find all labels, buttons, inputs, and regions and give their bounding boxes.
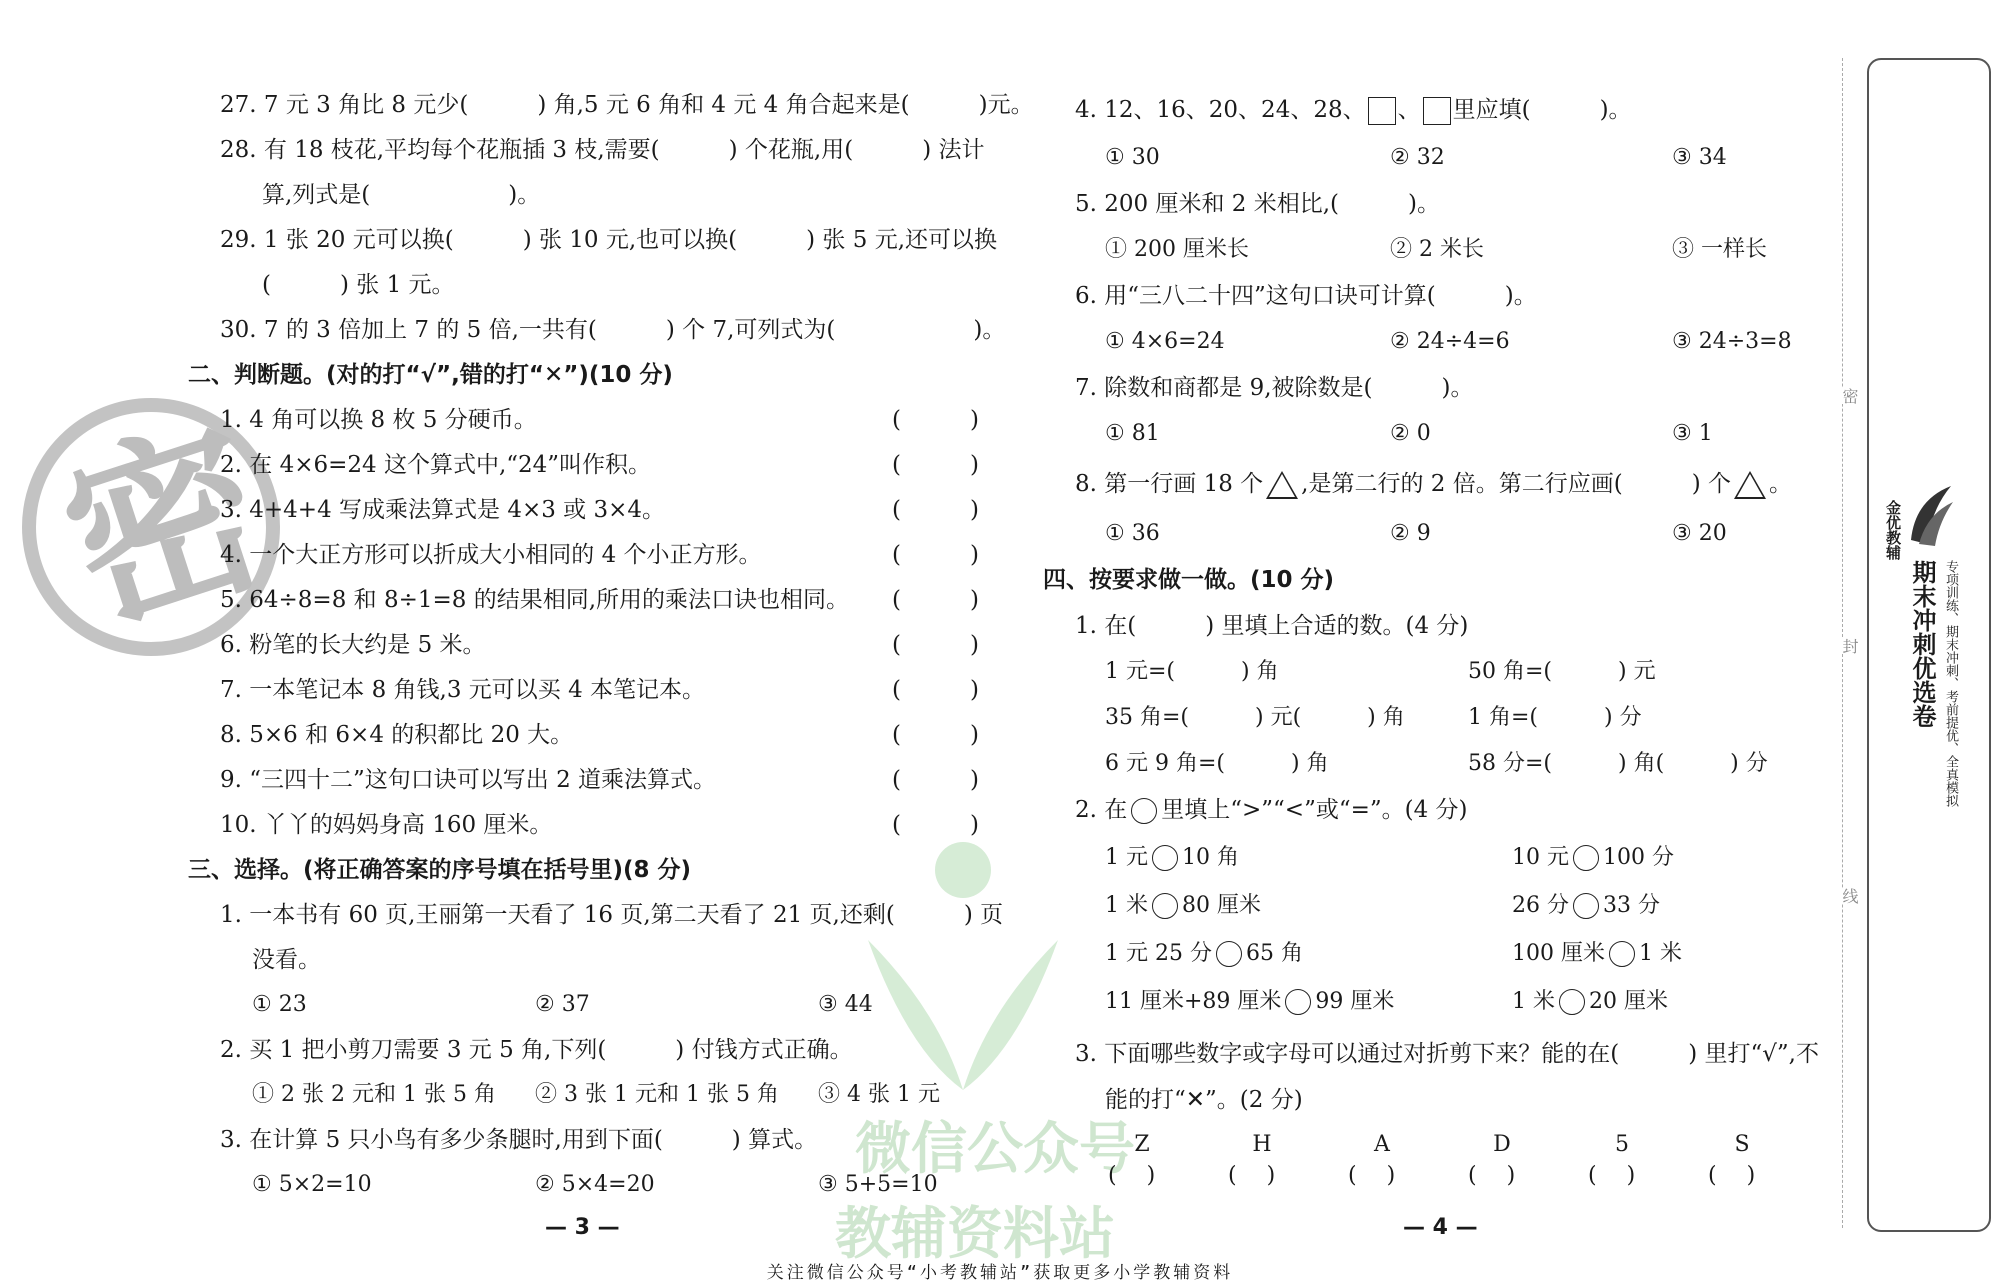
question-27: 27. 7 元 3 角比 8 元少( ) 角,5 元 6 角和 4 元 4 角合起来是( )元。 — [220, 92, 1034, 118]
judge-item: 2. 在 4×6=24 这个算式中,“24”叫作积。 — [220, 452, 652, 478]
choice-option: ③ 44 — [818, 992, 873, 1017]
fold-letter: D — [1493, 1132, 1511, 1157]
compare-item: 1 元 25 分 65 角 — [1105, 941, 1303, 966]
judge-item: 9. “三四十二”这句口诀可以写出 2 道乘法算式。 — [220, 767, 717, 793]
triangle-icon — [1266, 471, 1298, 499]
choice-8-text-a: 8. 第一行画 18 个 — [1075, 471, 1264, 497]
page-number-right: — 4 — — [1403, 1215, 1478, 1240]
compare-item: 100 厘米 1 米 — [1512, 941, 1682, 966]
question-29-line1: 29. 1 张 20 元可以换( ) 张 10 元,也可以换( ) 张 5 元,还可以换 — [220, 227, 998, 253]
seal-char: 密 — [1840, 388, 1859, 404]
judge-answer-paren: ( ) — [892, 767, 979, 793]
choice-8-text-c: 。 — [1768, 471, 1792, 497]
choice-5: 5. 200 厘米和 2 米相比,( )。 — [1075, 191, 1440, 217]
choice-option: ① 2 张 2 元和 1 张 5 角 — [252, 1082, 496, 1107]
watermark-line1: 微信公众号 — [855, 1117, 1135, 1182]
judge-item: 8. 5×6 和 6×4 的积都比 20 大。 — [220, 722, 574, 748]
page-number-left: — 3 — — [545, 1215, 620, 1240]
choice-3: 3. 在计算 5 只小鸟有多少条腿时,用到下面( ) 算式。 — [220, 1127, 818, 1153]
judge-item: 3. 4+4+4 写成乘法算式是 4×3 或 3×4。 — [220, 497, 666, 523]
choice-option: ① 5×2=10 — [252, 1172, 372, 1197]
secret-stamp-char: 密 — [40, 393, 290, 662]
blank-box — [1423, 97, 1451, 125]
circle-blank-icon — [1559, 989, 1585, 1015]
answer-paren: () — [1468, 1163, 1546, 1188]
question-28-line1: 28. 有 18 枝花,平均每个花瓶插 3 枝,需要( ) 个花瓶,用( ) 法计 — [220, 137, 985, 163]
compare-item: 26 分 33 分 — [1512, 893, 1660, 918]
answer-paren: () — [1108, 1163, 1186, 1188]
circle-blank-icon — [1131, 798, 1157, 824]
choice-8-text-b: ,是第二行的 2 倍。第二行应画( ) 个 — [1301, 471, 1731, 497]
judge-item: 4. 一个大正方形可以折成大小相同的 4 个小正方形。 — [220, 542, 762, 568]
blank-box — [1368, 97, 1396, 125]
fill-item: 1 角=( ) 分 — [1468, 705, 1642, 730]
compare-item: 1 元 10 角 — [1105, 845, 1239, 870]
choice-option: ③ 4 张 1 元 — [818, 1082, 940, 1107]
choice-8 — [1075, 469, 1792, 499]
judge-item: 1. 4 角可以换 8 枚 5 分硬币。 — [220, 407, 537, 433]
choice-option: ③ 5+5=10 — [818, 1172, 938, 1197]
side-panel — [1867, 58, 1991, 1232]
judge-answer-paren: ( ) — [892, 587, 979, 613]
compare-item: 1 米 80 厘米 — [1105, 893, 1261, 918]
choice-option: ③ 一样长 — [1672, 237, 1767, 262]
choice-option: ② 2 米长 — [1390, 237, 1484, 262]
choice-option: ① 30 — [1105, 145, 1160, 170]
circle-blank-icon — [1285, 989, 1311, 1015]
judge-answer-paren: ( ) — [892, 542, 979, 568]
product-title: 期末冲刺优选卷 — [1908, 560, 1936, 728]
judge-item: 5. 64÷8=8 和 8÷1=8 的结果相同,所用的乘法口诀也相同。 — [220, 587, 850, 613]
brand-logo-icon — [1905, 480, 1957, 550]
judge-answer-paren: ( ) — [892, 722, 979, 748]
triangle-icon — [1734, 471, 1766, 499]
fold-letter: Z — [1134, 1132, 1150, 1157]
answer-paren: () — [1708, 1163, 1786, 1188]
section-3-title: 三、选择。(将正确答案的序号填在括号里)(8 分) — [188, 857, 692, 883]
choice-option: ② 3 张 1 元和 1 张 5 角 — [535, 1082, 779, 1107]
page-footer: 关注微信公众号“小考教辅站”获取更多小学教辅资料 — [766, 1263, 1234, 1283]
choice-4-suffix: 里应填( )。 — [1452, 97, 1632, 123]
fill-item: 6 元 9 角=( ) 角 — [1105, 751, 1329, 776]
judge-answer-paren: ( ) — [892, 497, 979, 523]
fill-item: 50 角=( ) 元 — [1468, 659, 1656, 684]
choice-6: 6. 用“三八二十四”这句口诀可计算( )。 — [1075, 283, 1537, 309]
answer-paren: () — [1588, 1163, 1666, 1188]
circle-blank-icon — [1152, 845, 1178, 871]
choice-1-line1: 1. 一本书有 60 页,王丽第一天看了 16 页,第二天看了 21 页,还剩( ) 页 — [220, 902, 1004, 928]
fill-2-prefix: 2. 在 — [1075, 797, 1128, 823]
choice-option: ① 23 — [252, 992, 307, 1017]
product-subtitle: 专项训练、期末冲刺、考前提优、全真模拟 — [1943, 560, 1958, 807]
compare-item: 10 元 100 分 — [1512, 845, 1674, 870]
fill-2-suffix: 里填上“>”“<”或“=”。(4 分) — [1161, 797, 1468, 823]
fill-item: 35 角=( ) 元( ) 角 — [1105, 705, 1405, 730]
choice-option: ③ 20 — [1672, 521, 1727, 546]
circle-blank-icon — [1573, 893, 1599, 919]
choice-4-prefix: 4. 12、16、20、24、28、 — [1075, 97, 1366, 123]
circle-blank-icon — [1573, 845, 1599, 871]
fill-2 — [1075, 795, 1468, 825]
circle-blank-icon — [1609, 941, 1635, 967]
choice-1-line2: 没看。 — [252, 947, 321, 973]
fill-item: 58 分=( ) 角( ) 分 — [1468, 751, 1768, 776]
choice-4: 4. 12、16、20、24、28、 、 里应填( )。 — [1075, 97, 1632, 123]
judge-item: 7. 一本笔记本 8 角钱,3 元可以买 4 本笔记本。 — [220, 677, 706, 703]
choice-option: ② 9 — [1390, 521, 1431, 546]
fold-letter: S — [1734, 1132, 1750, 1157]
circle-blank-icon — [1216, 941, 1242, 967]
compare-item: 1 米 20 厘米 — [1512, 989, 1668, 1014]
fold-letter: 5 — [1615, 1132, 1629, 1157]
choice-option: ② 37 — [535, 992, 590, 1017]
fill-3-line2: 能的打“✕”。(2 分) — [1105, 1087, 1303, 1113]
section-4-title: 四、按要求做一做。(10 分) — [1043, 567, 1335, 593]
fill-3-line1: 3. 下面哪些数字或字母可以通过对折剪下来？能的在( ) 里打“√”,不 — [1075, 1041, 1819, 1067]
choice-option: ② 5×4=20 — [535, 1172, 655, 1197]
watermark-line2: 教辅资料站 — [835, 1202, 1115, 1267]
choice-option: ① 200 厘米长 — [1105, 237, 1249, 262]
choice-option: ② 32 — [1390, 145, 1445, 170]
question-29-line2: ( ) 张 1 元。 — [262, 272, 455, 298]
answer-paren: () — [1348, 1163, 1426, 1188]
choice-option: ② 0 — [1390, 421, 1431, 446]
compare-item: 11 厘米+89 厘米 99 厘米 — [1105, 989, 1395, 1014]
brand-name: 金优教辅 — [1884, 500, 1902, 560]
fill-1: 1. 在( ) 里填上合适的数。(4 分) — [1075, 613, 1469, 639]
answer-paren: () — [1228, 1163, 1306, 1188]
choice-option: ③ 1 — [1672, 421, 1713, 446]
choice-option: ① 81 — [1105, 421, 1160, 446]
section-2-title: 二、判断题。(对的打“√”,错的打“✕”)(10 分) — [188, 362, 673, 388]
judge-answer-paren: ( ) — [892, 452, 979, 478]
choice-option: ③ 24÷3=8 — [1672, 329, 1792, 354]
choice-2: 2. 买 1 把小剪刀需要 3 元 5 角,下列( ) 付钱方式正确。 — [220, 1037, 853, 1063]
choice-7: 7. 除数和商都是 9,被除数是( )。 — [1075, 375, 1474, 401]
judge-item: 10. 丫丫的妈妈身高 160 厘米。 — [220, 812, 553, 838]
judge-answer-paren: ( ) — [892, 677, 979, 703]
fold-letter: A — [1374, 1132, 1390, 1157]
fold-letter: H — [1252, 1132, 1272, 1157]
question-28-line2: 算,列式是( )。 — [262, 182, 541, 208]
judge-answer-paren: ( ) — [892, 407, 979, 433]
judge-item: 6. 粉笔的长大约是 5 米。 — [220, 632, 486, 658]
judge-answer-paren: ( ) — [892, 632, 979, 658]
choice-option: ③ 34 — [1672, 145, 1727, 170]
seal-char: 封 — [1840, 638, 1859, 654]
choice-option: ① 36 — [1105, 521, 1160, 546]
seal-char: 线 — [1840, 888, 1859, 904]
circle-blank-icon — [1152, 893, 1178, 919]
choice-option: ② 24÷4=6 — [1390, 329, 1510, 354]
judge-answer-paren: ( ) — [892, 812, 979, 838]
fill-item: 1 元=( ) 角 — [1105, 659, 1279, 684]
question-30: 30. 7 的 3 倍加上 7 的 5 倍,一共有( ) 个 7,可列式为( )。 — [220, 317, 1006, 343]
choice-option: ① 4×6=24 — [1105, 329, 1225, 354]
